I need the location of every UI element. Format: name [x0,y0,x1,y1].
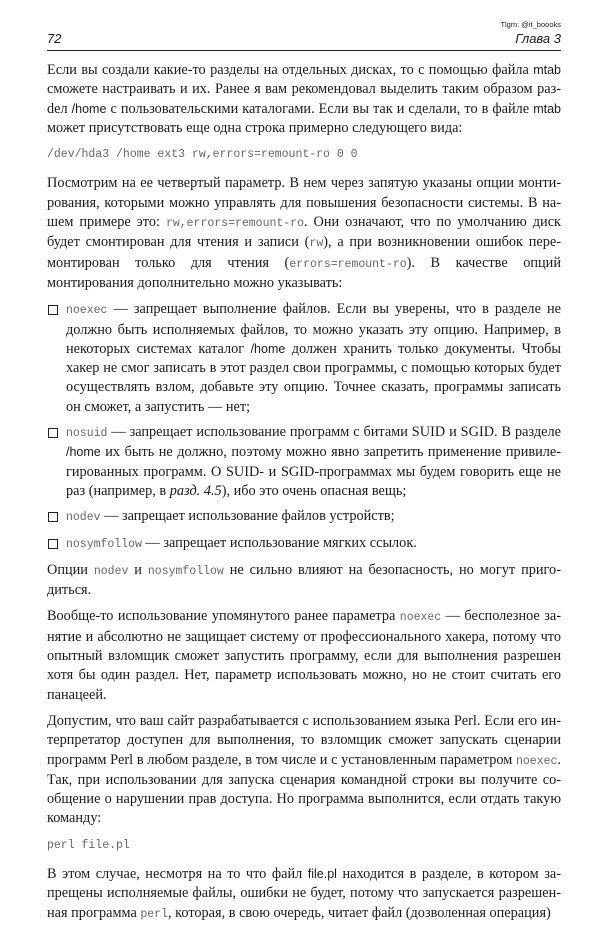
text-run: , которая, в свою очередь, читает файл (дозволенная операция) [167,904,551,921]
running-header [47,30,561,51]
text-run: Опции [47,561,94,578]
list-item [47,300,561,417]
text-run: находится в разделе, в котором запрещены исполняемые файлы, ошибки не будет, потому что запускается разрешенная программа [47,865,561,921]
inline-code: nodev [93,564,129,578]
text-run: В этом случае, несмотря на то что файл [47,865,308,882]
code-line: /dev/hda3 /home ext3 rw,errors=remount-ro 0 0 [47,148,358,162]
text-run: — запрещает использование мягких ссылок. [141,534,417,551]
checkbox-bullet-icon [48,428,58,438]
text-run: ), ибо это очень опасная вещь; [221,482,407,499]
checkbox-bullet-icon [48,539,58,549]
text-run: — бесполезное занятие и абсолютно не защищает систему от профессионального хакера, потому что опытный взломщик сможет запустить программу, если для выполнения разрешен хотя бы один раздел. Нет, параметр использовать можно, но не стоит считать его панацеей. [47,608,561,703]
paragraph [47,712,561,829]
path-text: /home [66,445,101,460]
list-item [47,507,561,527]
inline-code: errors=remount-ro [289,257,407,271]
paragraph [47,607,561,704]
list-item [47,534,561,554]
path-text: file.pl [307,866,337,881]
checkbox-bullet-icon [48,305,58,315]
page-body [47,61,561,931]
text-run: их быть не должно, поэтому можно явно запретить применение привилегированных программ. О SUID- и SGID-программах мы будем говорить еще не раз (например, в [66,444,561,499]
option-list [47,300,561,554]
path-text: mtab [533,63,561,77]
text-run: не сильно влияют на безопасность, но могут пригодиться. [47,561,561,599]
text-run: Посмотрим на ее четвертый параметр. В нем через запятую указаны опции монтирования, которыми можно управлять для повышения безопасности системы. В нашем примере это: [47,175,561,231]
inline-code: noexec [516,754,558,768]
paragraph [47,865,561,924]
inline-code: nosymfollow [66,537,142,551]
text-run: Если вы создали какие-то разделы на отдельных дисках, то с помощью файла [47,62,534,78]
text-run: — запрещает использование файлов устройств; [100,508,395,525]
inline-code: nosuid [66,427,108,441]
channel-tag: Tlgm: @it_boooks [500,20,561,29]
path-text: /home [71,101,107,116]
text-run: . Так, при использовании для запуска сценария командной строки вы получите сообщение о нарушении прав доступа. Но программа выполнится, если отдать такую команду: [47,751,561,827]
text-run: может присутствовать еще одна строка примерно следующего вида: [47,119,463,136]
text-run: Вообще-то использование упомянутого ранее параметра [47,608,400,625]
chapter-title: Глава 3 [515,31,561,46]
inline-code: nosymfollow [147,564,224,578]
text-run: — запрещает использование программ с битами SUID и SGID. В разделе [107,424,561,441]
text-run: с пользовательскими каталогами. Если вы так и сделали, то в файле [106,100,534,117]
italic-ref: разд. 4.5 [169,482,222,499]
code-line: perl file.pl [47,838,130,852]
text-run: и [128,561,148,578]
text-run: ), а при возникновении ошибок перемонтирован только для чтения ( [47,234,561,271]
text-run: сможете настраивать и их. Ранее я вам рекомендовал выделить таким образом разdел [47,81,561,117]
page-number: 72 [47,31,62,46]
inline-code: nodev [66,511,101,525]
text-run: . Они означают, что по умолчанию диск будет смонтирован для чтения и записи ( [47,214,561,251]
checkbox-bullet-icon [48,512,58,522]
paragraph [47,561,561,601]
text-run: Допустим, что ваш сайт разрабатывается с использованием языка Perl. Если его интерпретатор доступен для выполнения, то взломщик сможет запускать сценарии программ Perl в любом разделе, в том числе и с установленным параметром [47,712,561,768]
path-text: mtab [533,101,561,116]
inline-code: noexec [399,611,442,625]
text-run: должен хранить только документы. Чтобы хакер не смог записать в этот раздел свои программы, с помощью которых будет осуществлять взлом, добавьте эту опцию. Точнее сказать, программы записать он сможет, а запустить — нет; [66,340,561,415]
inline-code: rw,errors=remount-ro [165,217,304,231]
list-item [47,423,561,501]
inline-code: rw [309,237,324,251]
paragraph [47,61,561,138]
text-run: — запрещает выполнение файлов. Если вы уверены, что в разделе не должно быть исполняемых файлов, то можно указать эту опцию. Например, в некоторых системах каталог [66,301,561,357]
paragraph [47,174,561,293]
path-text: /home [250,341,286,356]
inline-code: perl [140,907,168,921]
inline-code: noexec [66,304,108,318]
text-run: ). В качестве опций монтирования дополнительно можно указывать: [47,254,561,291]
